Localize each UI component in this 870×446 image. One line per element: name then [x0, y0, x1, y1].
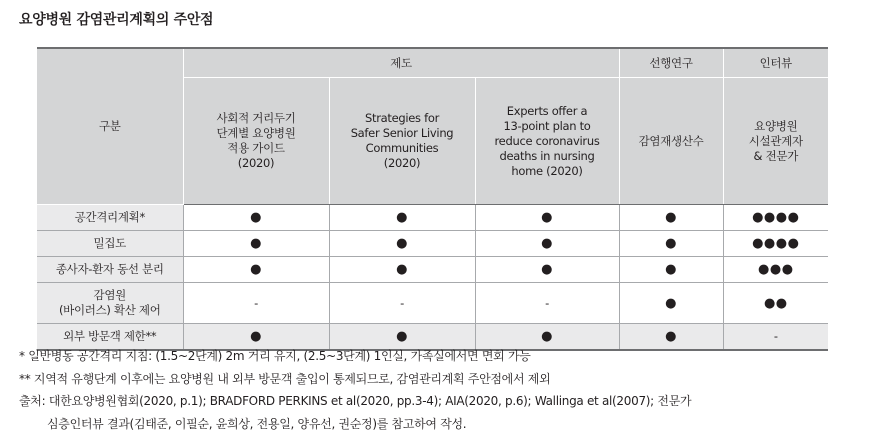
cell-line: 감염재생산수 [638, 133, 704, 148]
cell-line: reduce coronavirus [494, 133, 600, 148]
cell-line: 사회적 거리두기 [216, 111, 296, 125]
table-cell: ● [329, 324, 475, 351]
table-cell: ● [183, 231, 329, 257]
cell-line: 적용 가이드 [227, 141, 285, 155]
footnotes [19, 345, 859, 435]
cell-line: 밀집도 [93, 236, 126, 250]
cell-line: Strategies for [365, 111, 439, 125]
table-cell: ● [183, 324, 329, 351]
cell-line: 단계별 요양병원 [216, 126, 296, 140]
header-col-strategies [329, 78, 475, 205]
table-cell: ● [475, 231, 619, 257]
table-cell: ● [329, 231, 475, 257]
table-cell: ● [475, 205, 619, 231]
row-label [37, 205, 183, 231]
footnote-2: ** 지역적 유행단계 이후에는 요양병원 내 외부 방문객 출입이 통제되므로, 감염관리계획 주안점에서 제외 [19, 371, 551, 386]
table-cell: ●●● [723, 257, 828, 283]
cell-line: 종사자-환자 동선 분리 [55, 262, 164, 276]
infection-control-table [37, 47, 828, 351]
table-cell: ● [619, 205, 723, 231]
table-cell: ● [329, 205, 475, 231]
table-row [37, 257, 828, 283]
table-row [37, 283, 828, 324]
table-cell: ● [329, 257, 475, 283]
cell-line: 공간격리계획* [74, 210, 145, 224]
cell-line: 외부 방문객 제한** [63, 329, 157, 343]
header-group-interview: 인터뷰 [723, 48, 828, 78]
table-row [37, 205, 828, 231]
table-cell: ● [619, 231, 723, 257]
cell-line: 시설관계자 [748, 133, 803, 148]
table-cell: - [475, 283, 619, 324]
header-col-experts [475, 78, 619, 205]
cell-line: Communities [365, 141, 439, 155]
cell-line: Experts offer a [506, 103, 588, 118]
source-note-continued: 심층인터뷰 결과(김태준, 이필순, 윤희상, 전용일, 양유선, 권순정)를 참고하여 작성. [47, 416, 467, 431]
table-row [37, 231, 828, 257]
table-cell: ●●●● [723, 205, 828, 231]
header-col-interview [723, 78, 828, 205]
table-cell: ● [183, 257, 329, 283]
header-gubun: 구분 [37, 48, 183, 205]
page-title: 요양병원 감염관리계획의 주안점 [19, 12, 214, 28]
cell-line: deaths in nursing [499, 148, 595, 163]
table-cell: ● [475, 324, 619, 351]
table-cell: ●●●● [723, 231, 828, 257]
table-cell: ● [183, 205, 329, 231]
header-group-prior-research: 선행연구 [619, 48, 723, 78]
cell-line: home (2020) [511, 163, 583, 178]
table-cell: ● [619, 257, 723, 283]
cell-line: Safer Senior Living [350, 126, 454, 140]
cell-line: & 전문가 [753, 148, 798, 163]
table-cell: - [329, 283, 475, 324]
row-label [37, 231, 183, 257]
header-group-policy: 제도 [183, 48, 619, 78]
cell-line: (2020) [237, 156, 275, 170]
table-cell: ● [475, 257, 619, 283]
table-cell: - [183, 283, 329, 324]
table-cell: ● [619, 324, 723, 351]
table-cell: ● [619, 283, 723, 324]
cell-line: 13-point plan to [503, 118, 591, 133]
row-label [37, 257, 183, 283]
cell-line: (2020) [383, 156, 421, 170]
header-col-guide [183, 78, 329, 205]
header-col-reproduction [619, 78, 723, 205]
cell-line: 감염원 [93, 288, 126, 302]
cell-line: 요양병원 [754, 118, 798, 133]
footnote-1: * 일반병동 공간격리 지침: (1.5~2단계) 2m 거리 유지, (2.5~3단계) 1인실, 가족실에서면 면회 가능 [19, 349, 531, 363]
table-cell: ●● [723, 283, 828, 324]
row-label [37, 283, 183, 324]
table-cell: - [723, 324, 828, 351]
source-note: 출처: 대한요양병원협회(2020, p.1); BRADFORD PERKINS et al(2020, pp.3-4); AIA(2020, p.6); Wallinga et al(2007); 전문가 [19, 394, 692, 408]
cell-line: (바이러스) 확산 제어 [58, 303, 161, 317]
